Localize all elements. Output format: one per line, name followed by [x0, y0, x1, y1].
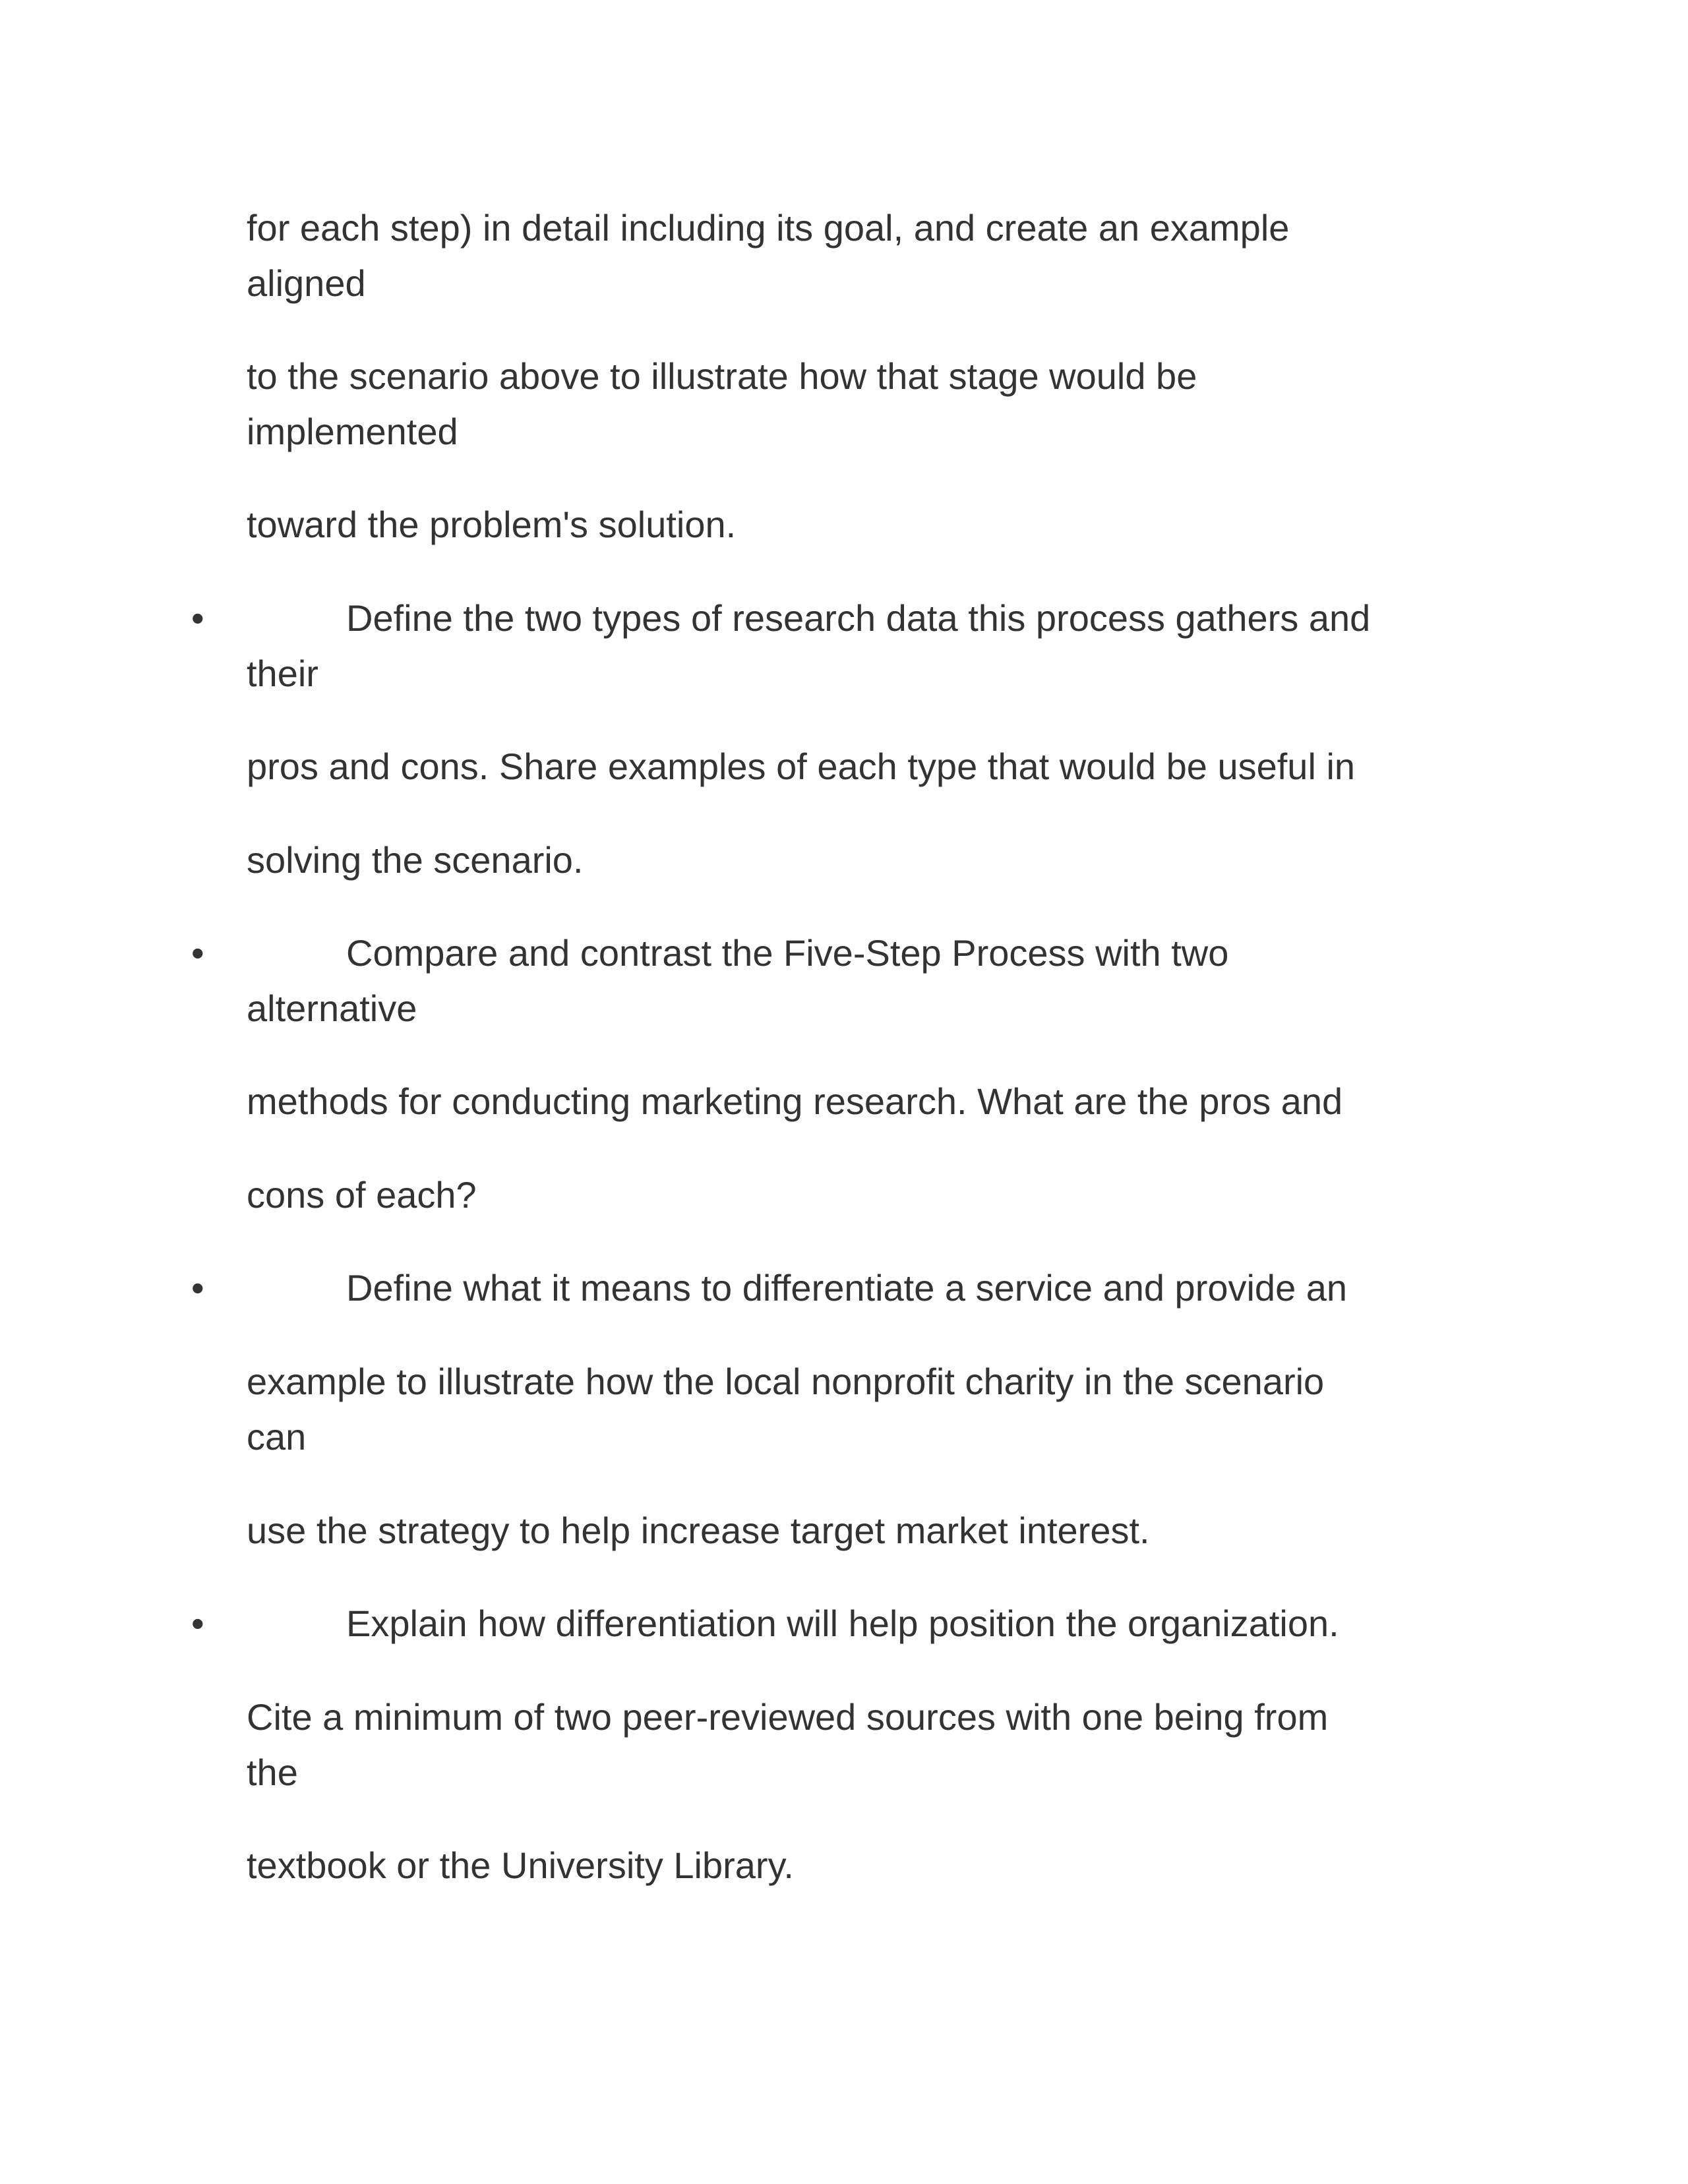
bullet-4: •	[191, 1603, 204, 1644]
text-line: alternative	[247, 988, 417, 1029]
bullet-item-text: Define what it means to differentiate a service and provide an	[346, 1267, 1348, 1309]
text-line: example to illustrate how the local nonprofit charity in the scenario	[247, 1361, 1325, 1402]
bullet-item-text: Define the two types of research data this process gathers and	[346, 597, 1371, 639]
text-line: toward the problem's solution.	[247, 504, 737, 545]
bullet-item-text: Compare and contrast the Five-Step Process with two	[346, 932, 1229, 974]
bullet-item-text: Explain how differentiation will help position the organization.	[346, 1603, 1339, 1644]
text-line: their	[247, 653, 318, 694]
text-line: the	[247, 1752, 298, 1793]
text-line: solving the scenario.	[247, 839, 584, 881]
text-line: use the strategy to help increase target market interest.	[247, 1510, 1150, 1551]
bullet-3: •	[191, 1267, 204, 1309]
text-line: can	[247, 1416, 307, 1458]
text-line: to the scenario above to illustrate how that stage would be	[247, 355, 1197, 397]
text-line: methods for conducting marketing research. What are the pros and	[247, 1080, 1343, 1122]
bullet-2: •	[191, 932, 204, 974]
bullet-1: •	[191, 597, 204, 639]
text-line: aligned	[247, 262, 366, 304]
text-line: implemented	[247, 411, 458, 452]
text-line: Cite a minimum of two peer-reviewed sources with one being from	[247, 1696, 1329, 1738]
text-line: for each step) in detail including its goal, and create an example	[247, 207, 1290, 249]
text-line: textbook or the University Library.	[247, 1845, 794, 1886]
text-line: pros and cons. Share examples of each type that would be useful in	[247, 746, 1356, 787]
text-line: cons of each?	[247, 1174, 477, 1216]
